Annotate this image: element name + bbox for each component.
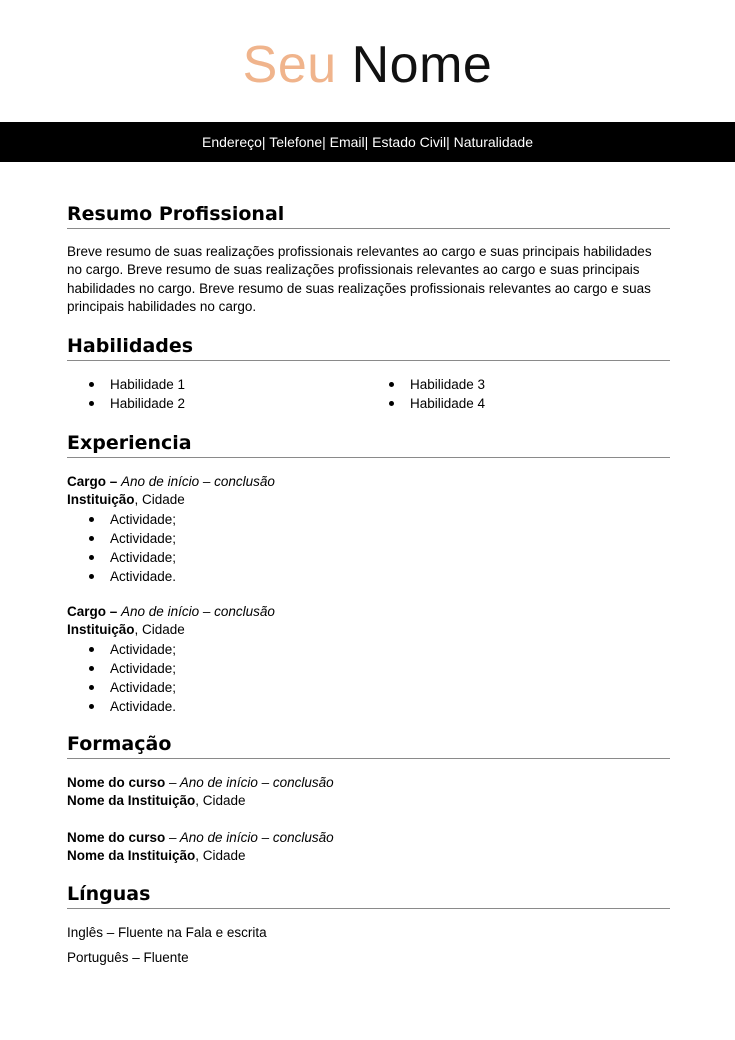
job-institution xyxy=(67,491,670,509)
activity-item: Actividade; xyxy=(67,510,670,529)
section-divider xyxy=(67,360,670,361)
course-name: Nome do curso xyxy=(67,775,166,790)
institution-name: Nome da Instituição xyxy=(67,848,196,864)
skills-column-1 xyxy=(67,375,367,413)
skills-grid xyxy=(67,375,670,413)
institution-city: , Cidade xyxy=(195,793,246,809)
institution-city: , Cidade xyxy=(134,492,185,508)
section-title-experiencia: Experiencia xyxy=(67,432,192,454)
activity-item: Actividade; xyxy=(67,678,670,697)
job-header xyxy=(67,473,670,491)
language-item: Inglês – Fluente na Fala e escrita xyxy=(67,925,267,940)
activity-item: Actividade; xyxy=(67,640,670,659)
activity-item: Actividade. xyxy=(67,567,670,586)
institution-city: , Cidade xyxy=(134,622,185,638)
candidate-name xyxy=(0,34,735,96)
course-name: Nome do curso xyxy=(67,829,166,845)
section-divider xyxy=(67,457,670,458)
education-entry xyxy=(67,774,670,811)
institution-line xyxy=(67,847,670,865)
institution-name: Instituição xyxy=(67,622,135,638)
skill-item: Habilidade 2 xyxy=(67,394,367,413)
institution-name: Instituição xyxy=(67,492,135,508)
first-name: Seu xyxy=(242,36,337,94)
skill-item: Habilidade 1 xyxy=(67,375,367,394)
contact-bar: Endereço| Telefone| Email| Estado Civil| Naturalidade xyxy=(0,122,735,162)
activity-item: Actividade; xyxy=(67,659,670,678)
activity-item: Actividade; xyxy=(67,529,670,548)
section-resumo xyxy=(67,203,670,317)
job-entry xyxy=(67,603,670,716)
section-divider xyxy=(67,228,670,229)
section-habilidades xyxy=(67,335,670,413)
resumo-text: Breve resumo de suas realizações profissionais relevantes ao cargo e suas principais habilidades no cargo. Breve resumo de suas realizações profissionais relevantes ao cargo e suas principais habilidades no cargo. Breve resumo de suas realizações profissionais relevantes ao cargo e suas principais habilidades no cargo. xyxy=(67,244,652,315)
section-linguas xyxy=(67,883,670,968)
section-title-habilidades: Habilidades xyxy=(67,335,194,357)
last-name: Nome xyxy=(351,36,493,94)
job-title: Cargo – xyxy=(67,474,118,489)
course-line xyxy=(67,829,670,847)
job-activities xyxy=(67,640,670,716)
institution-line xyxy=(67,792,670,810)
skill-item: Habilidade 4 xyxy=(367,394,667,413)
education-entry xyxy=(67,829,670,866)
job-header xyxy=(67,603,670,621)
section-divider xyxy=(67,758,670,759)
skills-column-2 xyxy=(367,375,667,413)
section-divider xyxy=(67,908,670,909)
section-experiencia xyxy=(67,432,670,716)
skill-item: Habilidade 3 xyxy=(367,375,667,394)
job-activities xyxy=(67,510,670,586)
activity-item: Actividade. xyxy=(67,697,670,716)
job-institution xyxy=(67,621,670,639)
job-period: Ano de início – conclusão xyxy=(121,603,275,619)
section-title-linguas: Línguas xyxy=(67,883,151,905)
institution-name: Nome da Instituição xyxy=(67,793,196,809)
course-line xyxy=(67,774,670,792)
course-period: – Ano de início – conclusão xyxy=(165,829,334,845)
section-title-resumo: Resumo Profissional xyxy=(67,203,285,225)
job-period: Ano de início – conclusão xyxy=(121,474,275,489)
institution-city: , Cidade xyxy=(195,848,246,864)
section-title-formacao: Formação xyxy=(67,733,172,755)
activity-item: Actividade; xyxy=(67,548,670,567)
language-item: Português – Fluente xyxy=(67,950,189,966)
course-period: – Ano de início – conclusão xyxy=(165,775,334,790)
job-title: Cargo – xyxy=(67,603,118,619)
job-entry xyxy=(67,473,670,586)
section-formacao xyxy=(67,733,670,866)
